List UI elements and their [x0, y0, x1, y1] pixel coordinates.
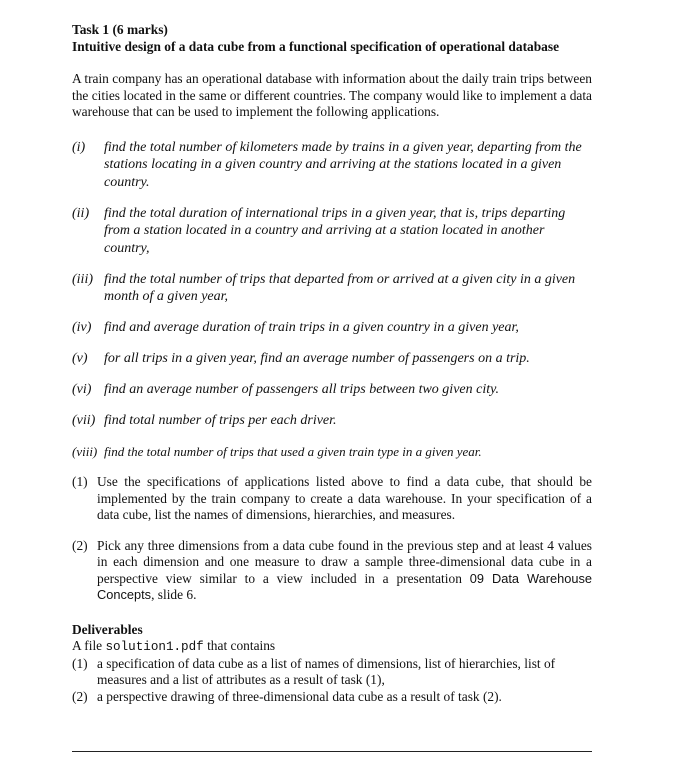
item-text: find total number of trips per each driver.	[104, 413, 337, 428]
list-item	[72, 319, 592, 337]
deliverables-section	[72, 622, 592, 706]
list-item	[72, 139, 592, 192]
item-number: (vi)	[72, 382, 92, 397]
item-text: find the total number of trips that used a given train type in a given year.	[104, 444, 482, 459]
item-number: (iii)	[72, 271, 93, 287]
list-item	[72, 443, 592, 461]
item-text: find and average duration of train trips in a given country in a given year,	[104, 320, 519, 335]
file-suffix: that contains	[203, 638, 276, 653]
item-text: find the total duration of international trips in a given year, that is, trips departing from a station located in a country and arriving at a station located in another country,	[104, 205, 566, 256]
item-text: a specification of data cube as a list of names of dimensions, list of hierarchies, list of measures and a list of attributes as a result of task (1),	[97, 655, 556, 687]
item-number: (2)	[72, 688, 88, 704]
item-text: find the total number of trips that departed from or arrived at a given city in a given month of a given year,	[104, 271, 576, 304]
applications-list	[72, 139, 592, 461]
list-item	[72, 205, 592, 258]
item-text: Use the specifications of applications listed above to find a data cube, that should be implemented by the train company to create a data warehouse. In your specification of a data cube, list the names of dimensions, hierarchies, and measures.	[97, 474, 592, 522]
item-number: (ii)	[72, 205, 90, 221]
item-number: (iv)	[72, 320, 92, 335]
file-prefix: A file	[72, 638, 106, 653]
item-text: for all trips in a given year, find an average number of passengers on a trip.	[104, 351, 530, 366]
task-subtitle: Intuitive design of a data cube from a functional specification of operational database	[72, 38, 560, 54]
intro-paragraph: A train company has an operational database with information about the daily train trips between the cities located in the same or different countries. The company would like to implement a data warehouse that can be used to implement the following applications.	[72, 71, 592, 119]
list-item	[72, 271, 592, 306]
tasks-list	[72, 474, 592, 604]
file-name: solution1.pdf	[105, 640, 204, 654]
item-text: find an average number of passengers all trips between two given city.	[104, 382, 500, 397]
item-number: (1)	[72, 655, 88, 671]
task-text-part: , slide 6.	[151, 587, 197, 602]
item-number: (v)	[72, 351, 88, 366]
item-number: (viii)	[72, 444, 98, 459]
item-number: (2)	[72, 537, 88, 553]
item-number: (i)	[72, 139, 86, 155]
item-text: a perspective drawing of three-dimensional data cube as a result of task (2).	[97, 688, 502, 704]
task-item	[72, 474, 592, 524]
task-item	[72, 538, 592, 604]
bottom-divider	[72, 751, 592, 752]
deliverable-item	[72, 656, 592, 689]
deliverables-file-line	[72, 638, 592, 656]
deliverables-heading: Deliverables	[72, 621, 143, 637]
item-number: (vii)	[72, 413, 96, 428]
deliverable-item	[72, 689, 592, 706]
item-text	[97, 538, 592, 604]
list-item	[72, 350, 592, 368]
document-page	[72, 22, 592, 705]
item-text: find the total number of kilometers made by trains in a given year, departing from the stations locating in a given country and arriving at the stations located in a given country.	[104, 139, 582, 190]
list-item	[72, 381, 592, 399]
item-number: (1)	[72, 474, 88, 489]
list-item	[72, 412, 592, 430]
task-text-part: Pick any three dimensions from a data cube found in the previous step and at least 4 values in each dimension and one measure to draw a sample three-dimensional data cube in a perspective view similar to a view included in a presentation	[97, 537, 592, 586]
task-title: Task 1 (6 marks)	[72, 22, 168, 37]
presentation-reference: 09 Data Warehouse Concepts	[97, 570, 593, 602]
